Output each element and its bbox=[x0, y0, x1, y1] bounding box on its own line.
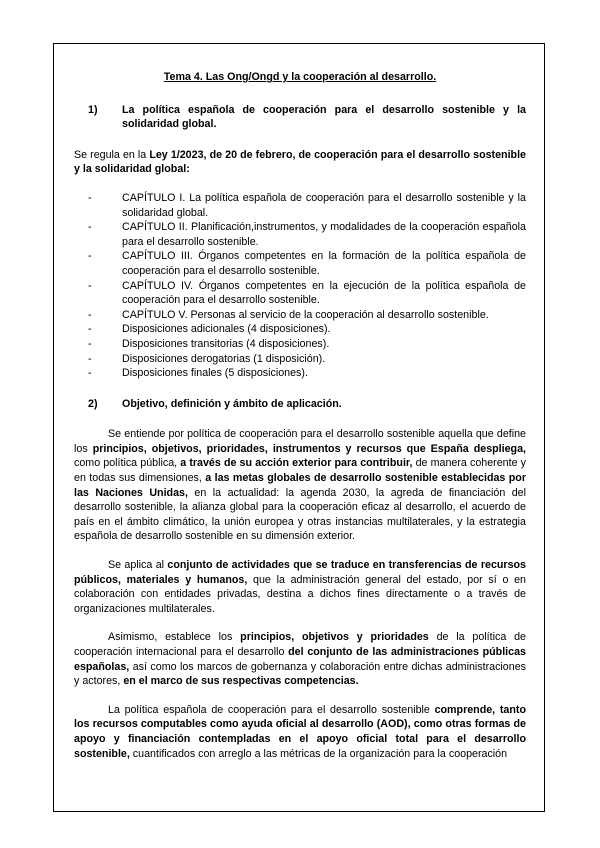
list-item: - CAPÍTULO V. Personas al servicio de la cooperación al desarrollo sostenible. bbox=[88, 308, 489, 321]
list-item: - Disposiciones derogatorias (1 disposición). bbox=[88, 352, 326, 365]
chapter-list bbox=[74, 191, 526, 381]
intro-text: Se regula en la bbox=[74, 148, 150, 161]
paragraph-scope: Se aplica al conjunto de actividades que se traduce en transferencias de recursos públicos, materiales y humanos, que la administración general del estado, por sí o en colaboración con entidades privadas, destina a dichos fines directamente o a través de organizaciones multilaterales. bbox=[74, 559, 526, 615]
paragraph-principles: Asimismo, establece los principios, objetivos y prioridades de la política de cooperación internacional para el desarrollo del conjunto de las administraciones públicas españolas, así como los marcos de gobernanza y colaboración entre dichas administraciones y actores, en el marco de sus respectivas competencias. bbox=[74, 631, 526, 688]
list-item: - CAPÍTULO I. La política española de cooperación para el desarrollo sostenible y la solidaridad global. bbox=[88, 191, 526, 219]
section-2-number: 2) bbox=[88, 397, 98, 410]
law-reference: Ley 1/2023, de 20 de febrero, de cooperación para el desarrollo sostenible y la solidaridad global: bbox=[74, 148, 526, 176]
list-item: - CAPÍTULO II. Planificación,instrumentos, y modalidades de la cooperación española para el desarrollo sostenible. bbox=[88, 221, 526, 248]
list-item: - Disposiciones adicionales (4 disposiciones). bbox=[88, 323, 331, 336]
paragraph-resources: La política española de cooperación para el desarrollo sostenible comprende, tanto los recursos computables como ayuda oficial al desarrollo (AOD), como otras formas de apoyo y financiación contempladas en el apoyo oficial total para el desarrollo sostenible, cuantificados con arreglo a las métricas de la organización para la cooperación bbox=[74, 703, 526, 760]
list-item: - CAPÍTULO IV. Órganos competentes en la ejecución de la política española de cooperación para el desarrollo sostenible. bbox=[88, 279, 526, 307]
paragraph-definition: Se entiende por política de cooperación para el desarrollo sostenible aquella que define los principios, objetivos, prioridades, instrumentos y recursos que España despliega, como política pública, a través de su acción exterior para contribuir, de manera coherente y en todas sus dimensiones, a las metas globales de desarrollo sostenible establecidas por las Naciones Unidas, en la actualidad: la agenda 2030, la agreda de financiación del desarrollo sostenible, la alianza global para la cooperación eficaz al desarrollo, el acuerdo de país en el ámbito climático, la unión europea y otras instancias multilaterales, y la estrategia española de desarrollo sostenible en su dimensión exterior. bbox=[74, 428, 527, 543]
section-1-number: 1) bbox=[88, 103, 98, 116]
section-2-title: Objetivo, definición y ámbito de aplicación. bbox=[122, 397, 342, 410]
section-1-heading bbox=[74, 103, 526, 132]
list-item: - Disposiciones finales (5 disposiciones). bbox=[88, 367, 308, 380]
section-2-heading bbox=[74, 397, 526, 412]
document-body bbox=[74, 70, 526, 761]
list-item: - Disposiciones transitorias (4 disposiciones). bbox=[88, 337, 330, 350]
intro-paragraph bbox=[74, 148, 526, 177]
list-item: - CAPÍTULO III. Órganos competentes en la formación de la política española de cooperación para el desarrollo sostenible. bbox=[88, 250, 526, 277]
section-1-title: La política española de cooperación para el desarrollo sostenible y la solidaridad global. bbox=[122, 103, 526, 131]
document-title: Tema 4. Las Ong/Ongd y la cooperación al desarrollo. bbox=[163, 71, 437, 83]
